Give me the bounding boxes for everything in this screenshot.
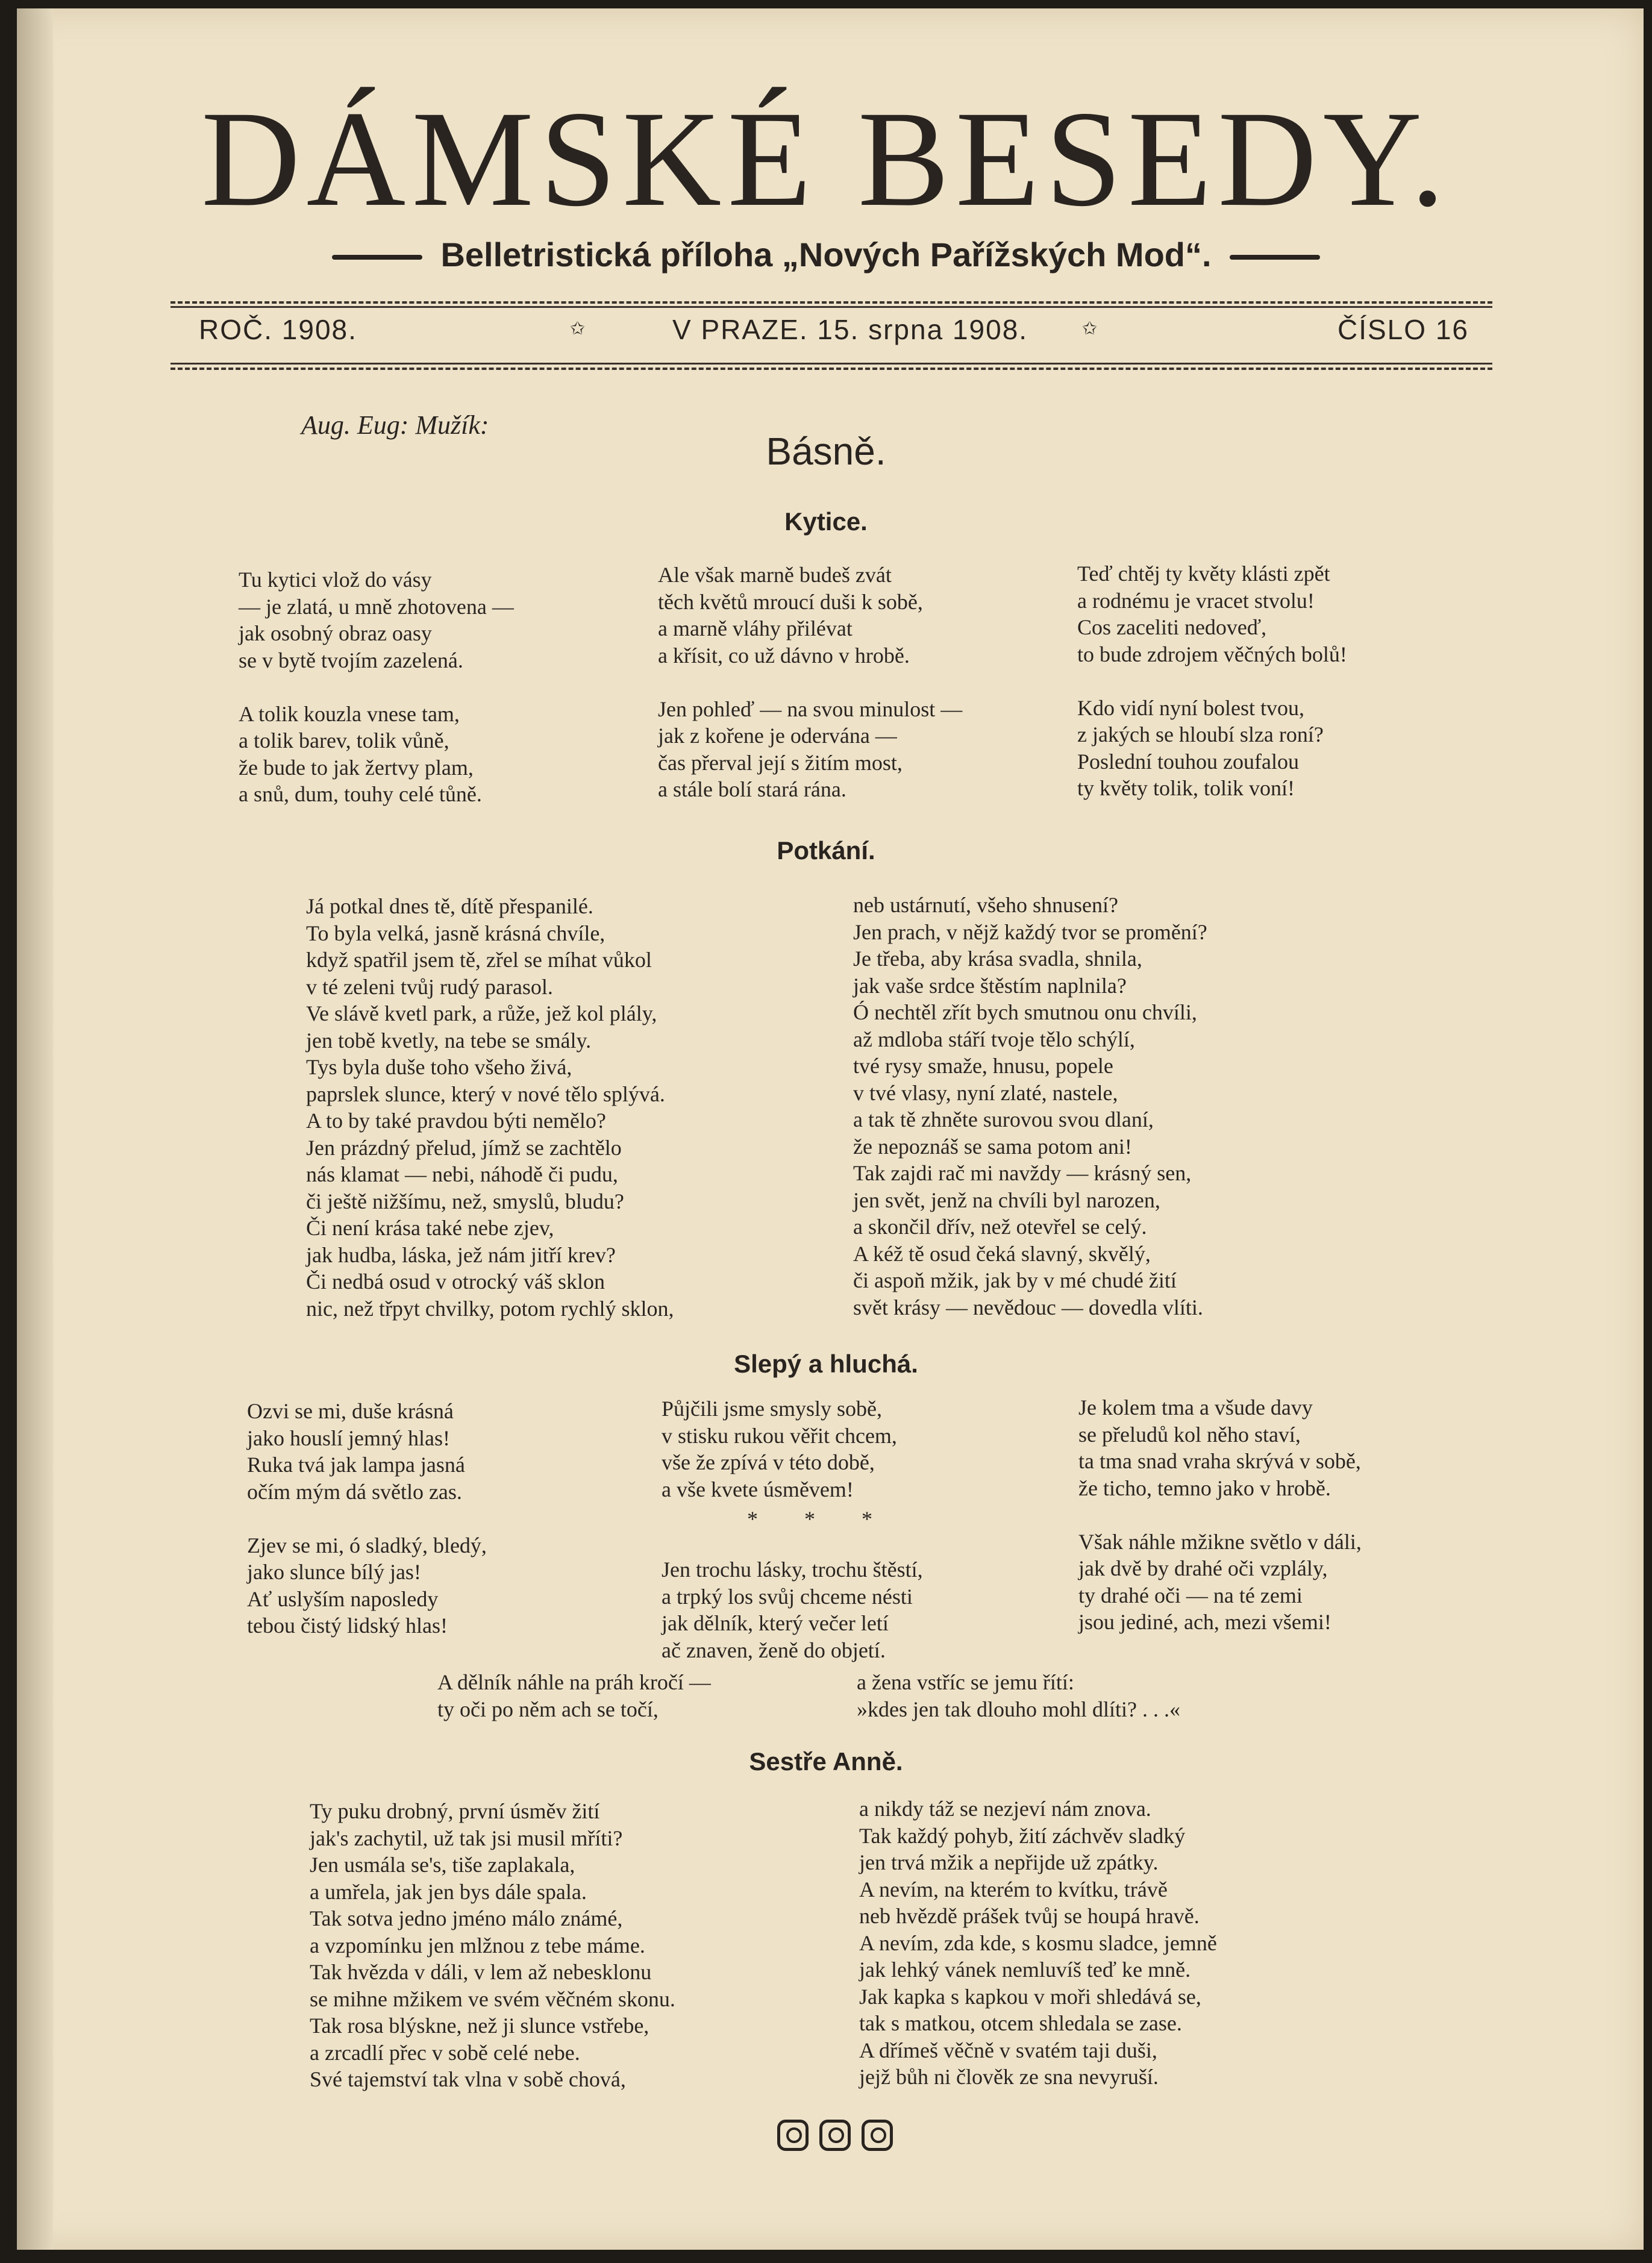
poem-title-slepy-a-hlucha: Slepý a hluchá.: [734, 1350, 918, 1378]
left-dash-ornament: [332, 255, 422, 260]
poem-potkani-column-2: neb ustárnutí, všeho shnusení? Jen prach, v nějž každý tvor se promění? Je třeba, aby krása svadla, shnila, jak vaše srdce štěstím naplnila? Ó nechtěl zřít bych smutnou onu chvíli, až mdloba stáří tvoje tělo schýlí, tvé rysy smaže, hnusu, popele v tvé vlasy, nyní zlaté, nastele, a tak tě zhněte surovou svou dlaní, že nepoznáš se sama potom ani! Tak zajdi rač mi navždy — krásný sen, jen svět, jenž na chvíli byl narozen, a skončil dřív, než otevřel se celý. A kéž tě osud čeká slavný, skvělý, či aspoň mžik, jak by v mé chudé žití svět krásy — nevědouc — dovedla vlíti.: [853, 893, 1207, 1319]
poem-potkani-column-1: Já potkal dnes tě, dítě přespanilé. To byla velká, jasně krásná chvíle, když spatřil jsem tě, zřel se míhat vůkol v té zeleni tvůj rudý parasol. Ve slávě kvetl park, a růže, jež kol plály, jen tobě kvetly, na tebe se smály. Tys byla duše toho všeho živá, paprslek slunce, který v nové tělo splývá. A to by také pravdou býti nemělo? Jen prázdný přelud, jímž se zachtělo nás klamat — nebi, náhodě či pudu, či ještě nižšímu, než, smyslů, bludu? Či není krása také nebe zjev, jak hudba, láska, jež nám jitří krev? Či nedbá osud v otrocký váš sklon nic, než třpyt chvilky, potom rychlý sklon,: [306, 894, 674, 1321]
issue-year: ROČ. 1908.: [199, 314, 357, 345]
star-separator-right: ✩: [1082, 319, 1099, 339]
author-name: Aug. Eug: Mužík:: [301, 410, 489, 440]
top-rule: [171, 301, 1492, 304]
spiral-ornament-icon: [777, 2120, 809, 2151]
top-rule-solid: [171, 306, 1492, 308]
poem-kytice-column-3: Teď chtěj ty květy klásti zpět a rodnému je vracet stvolu! Cos zaceliti nedoveď, to bude zdrojem věčných bolů! Kdo vidí nyní bolest tvou, z jakých se hloubí slza roní? Poslední touhou zoufalou ty květy tolik, tolik voní!: [1077, 562, 1347, 800]
poem-slepy-column-2: Půjčili jsme smysly sobě, v stisku rukou věřit chcem, vše že zpívá v této době, a vše kvete úsměvem! Jen trochu lásky, trochu štěstí, a trpký los svůj chceme nésti jak dělník, který večer letí ač znaven, ženě do objetí.: [662, 1397, 923, 1662]
masthead-subtitle: Belletristická příloha „Nových Pařížských Mod“.: [440, 236, 1212, 274]
star-separator-left: ✩: [570, 319, 587, 339]
poem-kytice-column-2: Ale však marně budeš zvát těch květů mroucí duši k sobě, a marně vláhy přilévat a křísit, co už dávno v hrobě. Jen pohleď — na svou minulost — jak z kořene je odervána — čas přerval její s žitím most, a stále bolí stará rána.: [658, 563, 963, 801]
poems-title: Básně.: [766, 430, 886, 473]
issue-number: ČÍSLO 16: [1338, 314, 1469, 345]
bottom-rule-solid: [171, 363, 1492, 365]
poem-sestre-column-2: a nikdy táž se nezjeví nám znova. Tak každý pohyb, žití záchvěv sladký jen trvá mžik a nepřijde už zpátky. A nevím, na kterém to kvítku, trávě neb hvězdě prášek tvůj se houpá hravě. A nevím, zda kde, s kosmu sladce, jemně jak lehký vánek nemluvíš teď ke mně. Jak kapka s kapkou v moři shledává se, tak s matkou, otcem shledala se zase. A dřímeš věčně v svatém taji duši, jejž bůh ni člověk ze sna nevyruší.: [859, 1797, 1217, 2089]
poem-slepy-closing-left: A dělník náhle na práh kročí — ty oči po něm ach se točí,: [437, 1670, 711, 1721]
poem-title-kytice: Kytice.: [784, 507, 868, 536]
end-ornaments: [777, 2120, 893, 2151]
section-divider-stars: * * *: [747, 1507, 893, 1531]
masthead-title: DÁMSKÉ BESEDY.: [201, 83, 1451, 235]
poem-slepy-column-1: Ozvi se mi, duše krásná jako houslí jemný hlas! Ruka tvá jak lampa jasná očím mým dá světlo zas. Zjev se mi, ó sladký, bledý, jako slunce bílý jas! Ať uslyším naposledy tebou čistý lidský hlas!: [247, 1399, 487, 1638]
poem-title-sestre-anne: Sestře Anně.: [749, 1747, 903, 1776]
poem-title-potkani: Potkání.: [777, 836, 875, 865]
poem-sestre-column-1: Ty puku drobný, první úsměv žití jak's zachytil, už tak jsi musil mříti? Jen usmála se's, tiše zaplakala, a umřela, jak jen bys dále spala. Tak sotva jedno jméno málo známé, a vzpomínku jen mlžnou z tebe máme. Tak hvězda v dáli, v lem až nebesklonu se mihne mžikem ve svém věčném skonu. Tak rosa blýskne, než ji slunce vstřebe, a zrcadlí přec v sobě celé nebe. Své tajemství tak vlna v sobě chová,: [310, 1799, 675, 2091]
issue-place-date: V PRAZE. 15. srpna 1908.: [672, 314, 1028, 345]
masthead-subtitle-row: [0, 235, 1652, 274]
binding-gutter: [17, 8, 53, 2250]
poem-kytice-column-1: Tu kytici vlož do vásy — je zlatá, u mně zhotovena — jak osobný obraz oasy se v bytě tvojím zazelená. A tolik kouzla vnese tam, a tolik barev, tolik vůně, že bude to jak žertvy plam, a snů, dum, touhy celé tůně.: [239, 568, 514, 806]
right-dash-ornament: [1230, 255, 1320, 260]
spiral-ornament-icon: [819, 2120, 851, 2151]
poem-slepy-column-3: Je kolem tma a všude davy se přeludů kol něho staví, ta tma snad vraha skrývá v sobě, že ticho, temno jako v hrobě. Však náhle mžikne světlo v dáli, jak dvě by drahé oči vzplály, ty drahé oči — na té zemi jsou jediné, ach, mezi všemi!: [1078, 1395, 1362, 1634]
spiral-ornament-icon: [862, 2120, 893, 2151]
poem-slepy-closing-right: a žena vstříc se jemu řítí: »kdes jen tak dlouho mohl dlíti? . . .«: [857, 1670, 1180, 1721]
bottom-rule: [171, 368, 1492, 370]
